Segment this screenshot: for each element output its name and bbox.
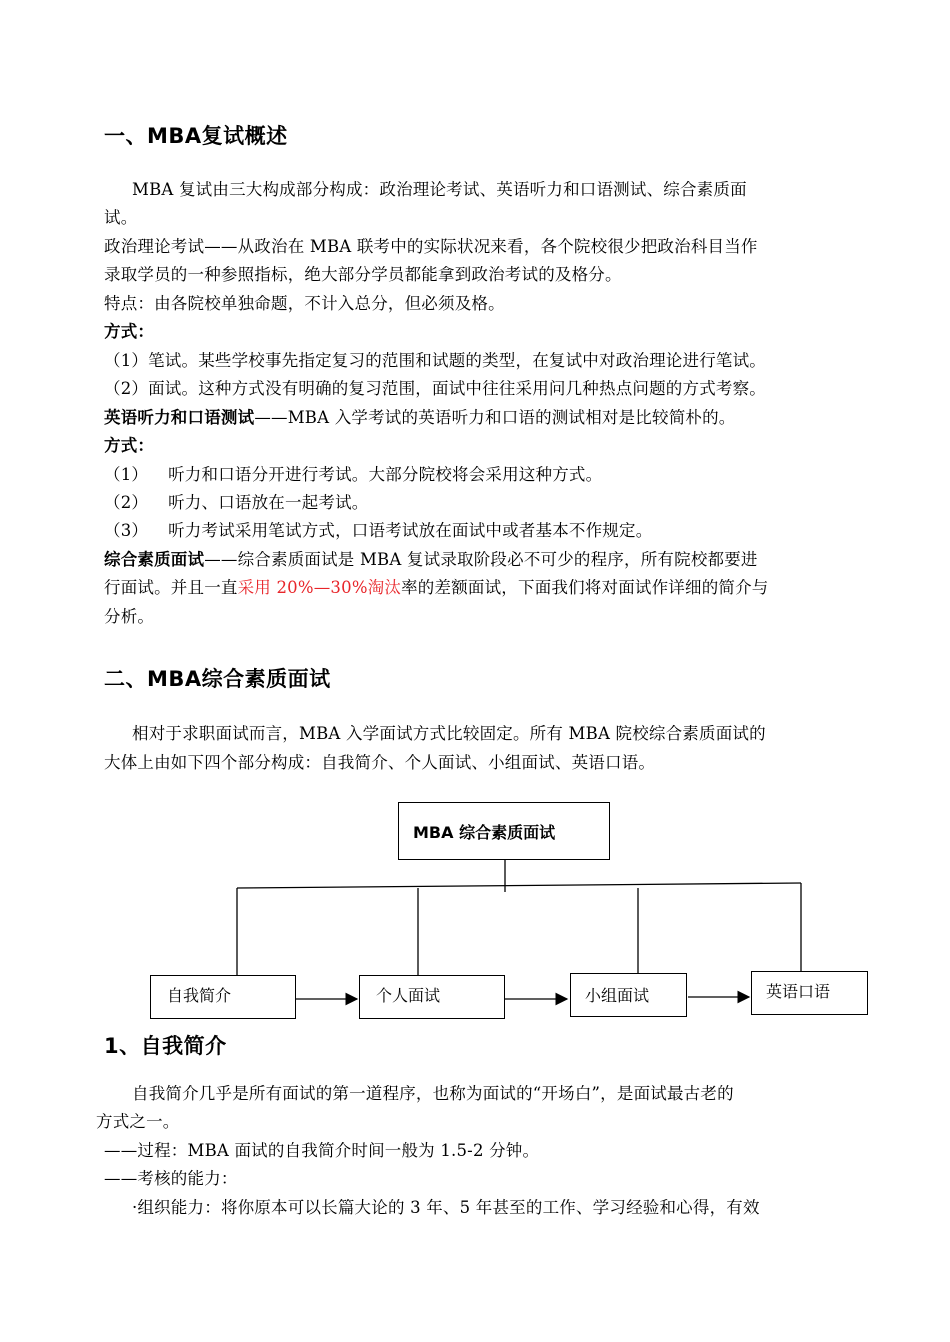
diagram-node-box [359,975,505,1019]
m2-text: 听力、口语放在一起考试。 [168,493,369,512]
section-3-para-line-2: 方式之一。 [96,1112,180,1131]
method-1-item-2: （2）面试。这种方式没有明确的复习范围，面试中往往采用问几种热点问题的方式考察。 [104,379,766,398]
ability-line: ——考核的能力： [104,1169,238,1188]
process-line: ——过程：MBA 面试的自我简介时间一般为 1.5-2 分钟。 [104,1141,540,1160]
m2-num: （2） [104,493,149,512]
intro-line-1: MBA 复试由三大构成部分构成：政治理论考试、英语听力和口语测试、综合素质面 [132,180,747,199]
diagram-node-box [150,975,296,1019]
english-rest: ——MBA 入学考试的英语听力和口语的测试相对是比较简朴的。 [254,408,736,427]
composite-l2-a: 行面试。并且一直 [104,578,238,597]
politics-line-1: 政治理论考试——从政治在 MBA 联考中的实际状况来看，各个院校很少把政治科目当作 [104,237,758,256]
diagram-node-label: 自我简介 [167,986,232,1005]
section-3-heading: 1、自我简介 [104,1034,227,1058]
diagram-node-label: 英语口语 [766,982,831,1001]
english-bold-label: 英语听力和口语测试 [104,408,255,427]
method-label-1: 方式： [104,322,155,341]
elimination-rate-highlight: 采用 20%—30%淘汰 [237,578,402,597]
diagram-root-label: MBA 综合素质面试 [413,823,556,842]
m2-text: 听力和口语分开进行考试。大部分院校将会采用这种方式。 [168,465,603,484]
diagram-node-label: 个人面试 [376,986,441,1005]
diagram-node-label: 小组面试 [585,986,650,1005]
method-label-2: 方式： [104,436,155,455]
section-1-heading: 一、MBA复试概述 [104,124,288,148]
feature-line: 特点：由各院校单独命题，不计入总分，但必须及格。 [104,294,505,313]
composite-line-3: 分析。 [104,607,155,626]
politics-line-2: 录取学员的一种参照指标，绝大部分学员都能拿到政治考试的及格分。 [104,265,622,284]
m2-num: （1） [104,465,149,484]
method-1-item-1: （1）笔试。某些学校事先指定复习的范围和试题的类型，在复试中对政治理论进行笔试。 [104,351,766,370]
section-2-para-line-2: 大体上由如下四个部分构成：自我简介、个人面试、小组面试、英语口语。 [104,753,656,772]
section-3-para-line-1: 自我简介几乎是所有面试的第一道程序，也称为面试的“开场白”，是面试最古老的 [132,1084,734,1103]
org-ability-line: ·组织能力：将你原本可以长篇大论的 3 年、5 年甚至的工作、学习经验和心得，有效 [132,1198,760,1217]
diagram-node-box [751,971,868,1015]
diagram-node-box [570,973,687,1017]
composite-l2-b: 率的差额面试，下面我们将对面试作详细的简介与 [401,578,769,597]
composite-bold-label: 综合素质面试 [104,550,205,569]
m2-num: （3） [104,521,149,540]
m2-text: 听力考试采用笔试方式，口语考试放在面试中或者基本不作规定。 [168,521,653,540]
diagram-root-box [398,802,610,860]
section-2-para-line-1: 相对于求职面试而言，MBA 入学面试方式比较固定。所有 MBA 院校综合素质面试的 [132,724,766,743]
section-2-heading: 二、MBA综合素质面试 [104,667,331,691]
composite-rest: ——综合素质面试是 MBA 复试录取阶段必不可少的程序，所有院校都要进 [204,550,758,569]
intro-line-2: 试。 [104,208,138,227]
